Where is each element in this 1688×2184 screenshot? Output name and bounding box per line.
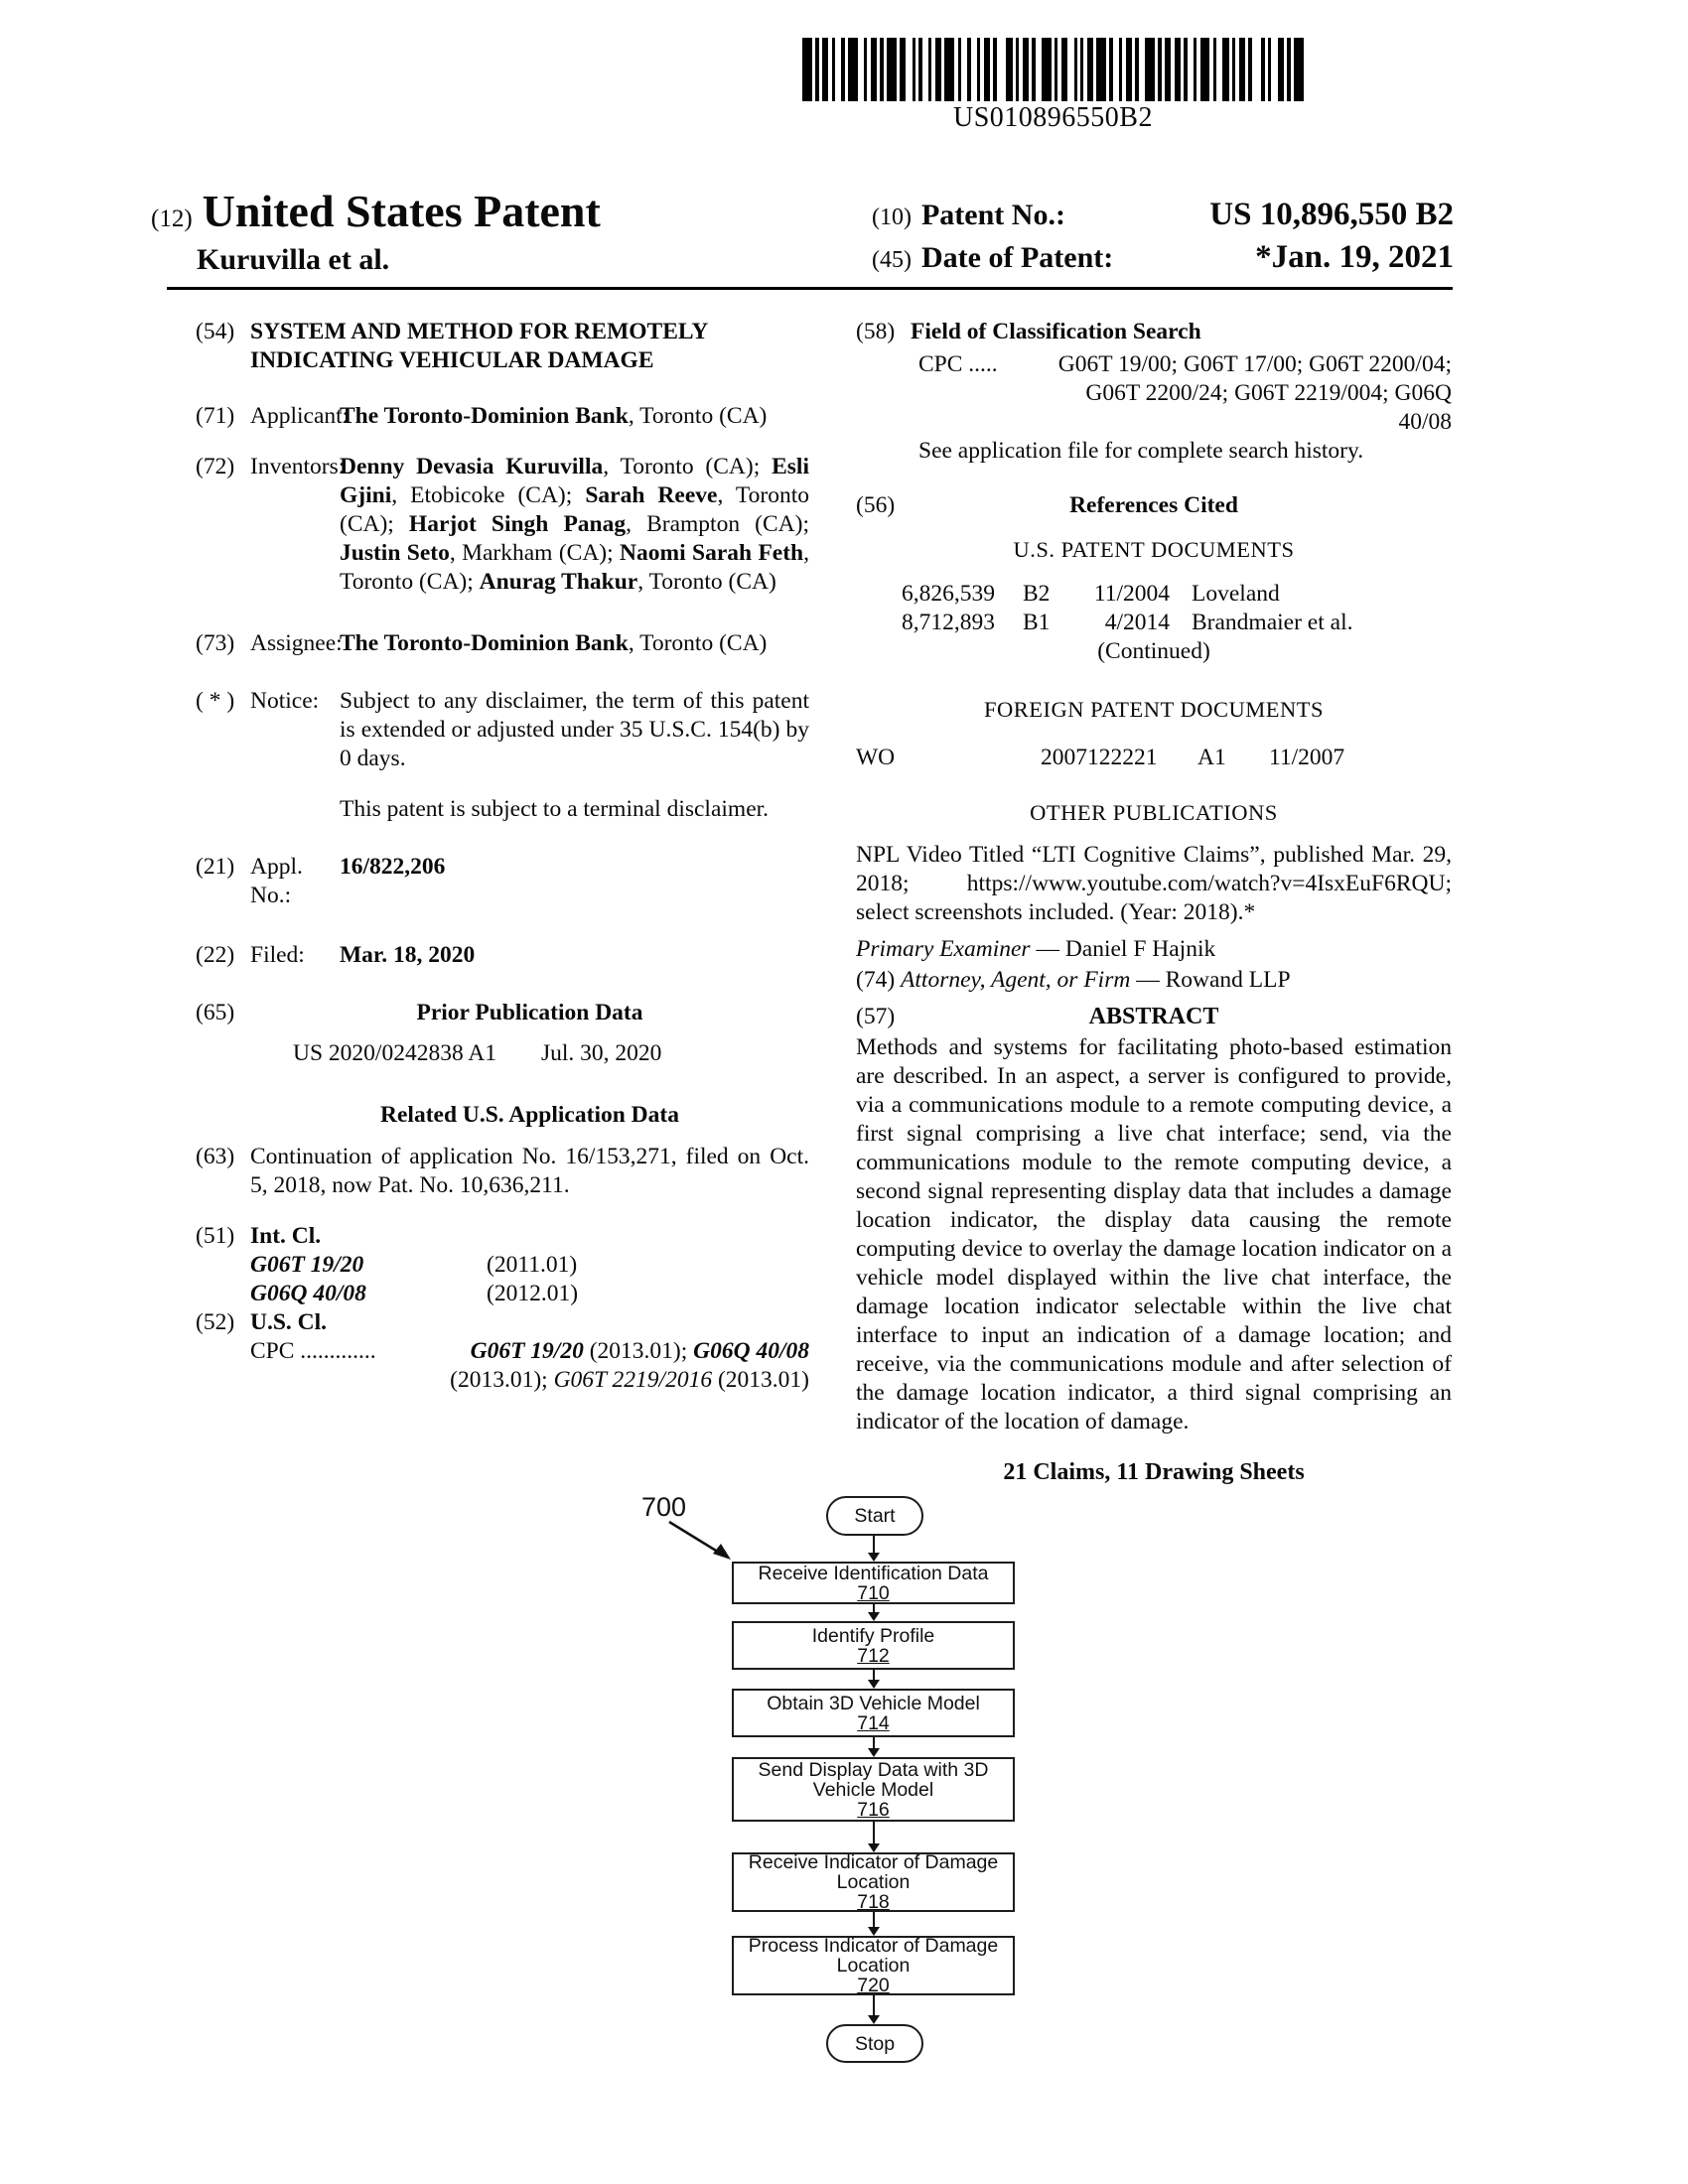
inventor-location: , Toronto (CA); xyxy=(340,540,810,595)
class-code: G06Q 40/08 xyxy=(250,1281,366,1306)
inventor-name: Justin Seto xyxy=(340,540,450,566)
int-cl-row xyxy=(196,1251,809,1280)
dot-leader: ............. xyxy=(300,1338,376,1364)
flow-arrow-icon xyxy=(867,1737,881,1757)
filed-label: Filed: xyxy=(250,942,305,968)
class-version: (2013.01); xyxy=(450,1367,554,1393)
barcode-number: US010896550B2 xyxy=(953,102,1153,133)
field-code: (63) xyxy=(196,1144,235,1169)
flow-node-number: 714 xyxy=(857,1711,890,1734)
dot-leader: ..... xyxy=(968,351,998,377)
section-72-inventors xyxy=(196,453,809,597)
flow-node-label: Stop xyxy=(854,2032,896,2055)
flow-node-number: 716 xyxy=(857,1798,890,1821)
assignee-name: The Toronto-Dominion Bank xyxy=(340,630,629,656)
field-code: ( * ) xyxy=(196,688,235,714)
inventors-list xyxy=(340,453,809,597)
flow-arrow-icon xyxy=(867,1536,881,1562)
us-cl-cpc-line1 xyxy=(196,1337,809,1366)
right-column xyxy=(856,318,1452,1487)
field-code: (21) xyxy=(196,854,235,880)
applicant-label: Applicant: xyxy=(250,403,350,429)
inventor-location: , Toronto (CA); xyxy=(340,482,809,537)
applicant-name: The Toronto-Dominion Bank xyxy=(340,403,629,429)
examiner-name: Daniel F Hajnik xyxy=(1064,936,1216,962)
search-cpc-line1 xyxy=(856,350,1452,379)
publication-number: US 2020/0242838 A1 xyxy=(293,1040,496,1066)
doc-name: Brandmaier et al. xyxy=(1192,610,1353,635)
related-data-heading: Related U.S. Application Data xyxy=(380,1102,679,1128)
doc-country: WO xyxy=(856,745,896,770)
class-version: (2013.01); xyxy=(583,1338,694,1364)
int-cl-label: Int. Cl. xyxy=(250,1223,322,1249)
flow-node-label: Process Indicator of Damage Location xyxy=(748,1935,999,1977)
flow-step-714 xyxy=(732,1689,1015,1737)
doc-name: Loveland xyxy=(1192,581,1280,607)
references-heading: References Cited xyxy=(1069,492,1238,518)
field-code: (58) xyxy=(856,319,896,344)
attorney-label: Attorney, Agent, or Firm xyxy=(901,967,1131,993)
field-code: (74) xyxy=(856,967,896,993)
flow-step-718 xyxy=(732,1852,1015,1912)
cpc-label: CPC xyxy=(250,1338,295,1364)
figure-ref-number: 700 xyxy=(641,1492,687,1522)
inventor-location: , Brampton (CA); xyxy=(626,511,809,537)
notice-paragraph: This patent is subject to a terminal disclaimer. xyxy=(340,796,770,822)
appl-no-label: Appl. No.: xyxy=(250,854,303,908)
applicant-value xyxy=(340,402,809,431)
int-cl-row xyxy=(196,1280,809,1308)
inventor-name: Esli Gjini xyxy=(340,454,809,508)
inventor-location: , Etobicoke (CA); xyxy=(391,482,586,508)
cpc-leader xyxy=(918,350,998,379)
flow-node-label: Receive Identification Data xyxy=(758,1562,989,1584)
section-63-continuation xyxy=(196,1143,809,1200)
attorney-name: Rowand LLP xyxy=(1165,967,1291,993)
doc-date: 11/2004 xyxy=(1093,581,1170,607)
section-57-abstract xyxy=(856,1003,1452,1031)
section-notice xyxy=(196,687,809,824)
flow-node-label: Send Display Data with 3D Vehicle Model xyxy=(758,1758,989,1801)
continuation-text: Continuation of application No. 16/153,271, filed on Oct. 5, 2018, now Pat. No. 10,636,211. xyxy=(250,1144,809,1198)
flow-node-label: Start xyxy=(854,1505,896,1527)
npl-citation: NPL Video Titled “LTI Cognitive Claims”, published Mar. 29, 2018; https://www.youtube.com/watch?v=4IsxEuF6RQU; select screenshots included. (Year: 2018).* xyxy=(856,842,1452,925)
section-56-references xyxy=(856,491,1452,520)
prior-pub-heading: Prior Publication Data xyxy=(416,1000,643,1025)
field-code: (72) xyxy=(196,454,235,479)
section-51-int-cl xyxy=(196,1222,809,1251)
section-21-appl-no xyxy=(196,853,809,910)
doc-date: 11/2007 xyxy=(1269,745,1345,770)
flow-node-number: 712 xyxy=(857,1644,890,1667)
prior-pub-row xyxy=(196,1039,809,1068)
figure-ref-arrow-icon xyxy=(665,1518,737,1568)
class-version: (2011.01) xyxy=(487,1252,578,1278)
flow-arrow-icon xyxy=(867,1995,881,2024)
attorney-line xyxy=(856,966,1452,995)
patent-no-value: US 10,896,550 B2 xyxy=(1209,197,1454,232)
field-code: (56) xyxy=(856,492,896,518)
other-publications-heading: OTHER PUBLICATIONS xyxy=(1030,800,1278,825)
patent-no-label: Patent No.: xyxy=(920,199,1065,231)
flow-stop-node xyxy=(826,2024,923,2063)
doc-kind: A1 xyxy=(1197,745,1226,770)
claims-summary: 21 Claims, 11 Drawing Sheets xyxy=(1003,1459,1305,1485)
us-cl-label: U.S. Cl. xyxy=(250,1309,328,1335)
us-cl-cpc-line2 xyxy=(196,1366,809,1395)
foreign-docs-heading: FOREIGN PATENT DOCUMENTS xyxy=(983,697,1325,722)
inventor-name: Naomi Sarah Feth xyxy=(620,540,804,566)
flow-step-720 xyxy=(732,1936,1015,1995)
section-52-us-cl xyxy=(196,1308,809,1337)
doc-kind: B2 xyxy=(1023,581,1051,607)
invention-title: SYSTEM AND METHOD FOR REMOTELY INDICATING VEHICULAR DAMAGE xyxy=(250,319,708,373)
inventor-name: Denny Devasia Kuruvilla xyxy=(340,454,604,479)
barcode-block xyxy=(802,38,1304,134)
doc-number: 8,712,893 xyxy=(902,610,995,635)
examiner-label: Primary Examiner xyxy=(856,936,1031,962)
us-patent-row xyxy=(856,580,1452,609)
publication-date: Jul. 30, 2020 xyxy=(541,1040,662,1066)
flow-arrow-icon xyxy=(867,1912,881,1936)
em-dash: — xyxy=(1030,936,1065,962)
flow-arrow-icon xyxy=(867,1822,881,1852)
search-history-note: See application file for complete search history. xyxy=(918,438,1364,464)
notice-paragraph: Subject to any disclaimer, the term of this patent is extended or adjusted under 35 U.S.C. 154(b) by 0 days. xyxy=(340,688,809,771)
notice-label: Notice: xyxy=(250,688,320,714)
inventor-name: Sarah Reeve xyxy=(585,482,718,508)
section-65-prior-pub xyxy=(196,999,809,1027)
field-code: (54) xyxy=(196,319,235,344)
assignee-label: Assignee: xyxy=(250,630,343,656)
cpc-leader xyxy=(250,1337,376,1366)
section-54-title xyxy=(196,318,809,375)
appl-no-value: 16/822,206 xyxy=(340,854,446,880)
flow-step-712 xyxy=(732,1621,1015,1670)
doc-kind: B1 xyxy=(1023,610,1051,635)
section-22-filed xyxy=(196,941,809,970)
inventors-label: Inventors: xyxy=(250,454,346,479)
doc-date: 4/2014 xyxy=(1104,610,1170,635)
class-version: (2013.01) xyxy=(712,1367,809,1393)
assignee-value xyxy=(340,629,809,658)
inventor-location: , Toronto (CA) xyxy=(637,569,776,595)
field-code: (73) xyxy=(196,630,235,656)
header-right xyxy=(872,197,1454,282)
field-code: (57) xyxy=(856,1004,896,1029)
flow-node-label: Obtain 3D Vehicle Model xyxy=(767,1692,980,1714)
us-docs-heading: U.S. PATENT DOCUMENTS xyxy=(1013,537,1295,562)
flow-node-label: Identify Profile xyxy=(811,1624,935,1647)
field-code: (22) xyxy=(196,942,235,968)
page-title: United States Patent xyxy=(202,186,601,236)
notice-value xyxy=(340,687,809,824)
kind-code-number: (12) xyxy=(151,205,193,232)
field-code: (65) xyxy=(196,1000,235,1025)
foreign-patent-row xyxy=(856,744,1452,772)
flow-arrow-icon xyxy=(867,1670,881,1689)
flow-step-710 xyxy=(732,1562,1015,1604)
em-dash: — xyxy=(1130,967,1166,993)
flow-node-number: 720 xyxy=(857,1975,890,1996)
flow-start-node xyxy=(826,1496,923,1536)
date-label: Date of Patent: xyxy=(920,241,1114,274)
primary-examiner-line xyxy=(856,935,1452,964)
class-code: G06T 19/20 xyxy=(250,1252,364,1278)
inventor-location: , Markham (CA); xyxy=(449,540,621,566)
left-column xyxy=(196,318,809,1395)
cpc-codes xyxy=(471,1337,809,1366)
inventor-short-name: Kuruvilla et al. xyxy=(197,243,390,276)
inventor-name: Harjot Singh Panag xyxy=(408,511,627,537)
class-code: G06Q 40/08 xyxy=(693,1338,809,1364)
abstract-heading: ABSTRACT xyxy=(1088,1004,1219,1029)
class-version: (2012.01) xyxy=(487,1281,579,1306)
date-field-code: (45) xyxy=(872,247,912,273)
patent-no-field-code: (10) xyxy=(872,205,912,230)
doc-number: 2007122221 xyxy=(1041,745,1158,770)
field-code: (51) xyxy=(196,1223,235,1249)
abstract-text: Methods and systems for facilitating photo-based estimation are described. In an aspect, a server is configured to provide, via a communications module to a remote computing device, a first signal comprising a live chat interface; send, via the communications module to the remote computing device, a second signal representing display data that includes a damage location indicator, the display data causing the remote computing device to overlay the damage location indicator on a vehicle model displayed within the live chat interface, the damage location indicator selectable within the live chat interface to input an indication of a damage location; and receive, via the communications module and after selection of the damage location indicator, a third signal comprising an indicator of the location of damage. xyxy=(856,1034,1452,1434)
section-71-applicant xyxy=(196,402,809,431)
doc-number: 6,826,539 xyxy=(902,581,995,607)
flow-node-label: Receive Indicator of Damage Location xyxy=(748,1851,999,1893)
inventor-location: , Toronto (CA); xyxy=(603,454,773,479)
section-73-assignee xyxy=(196,629,809,658)
assignee-location: , Toronto (CA) xyxy=(628,630,768,656)
applicant-location: , Toronto (CA) xyxy=(628,403,768,429)
date-value: *Jan. 19, 2021 xyxy=(1255,239,1454,275)
inventor-name: Anurag Thakur xyxy=(479,569,638,595)
class-code: G06T 19/20 xyxy=(470,1338,584,1364)
cpc-label: CPC xyxy=(918,351,963,377)
filed-value: Mar. 18, 2020 xyxy=(340,942,476,968)
barcode-icon xyxy=(802,38,1304,101)
cpc-codes: G06T 19/00; G06T 17/00; G06T 2200/04; xyxy=(1057,351,1452,377)
figure-flowchart xyxy=(596,1484,1053,2100)
us-patent-row xyxy=(856,609,1452,637)
field-search-label: Field of Classification Search xyxy=(911,319,1201,344)
flow-node-number: 718 xyxy=(857,1891,890,1913)
search-cpc-line2: G06T 2200/24; G06T 2219/004; G06Q xyxy=(1085,380,1452,406)
section-58-field-search xyxy=(856,318,1452,346)
search-cpc-line3: 40/08 xyxy=(1398,409,1452,435)
field-code: (71) xyxy=(196,403,235,429)
header-left xyxy=(151,185,601,277)
flow-node-number: 710 xyxy=(857,1581,890,1604)
header-divider xyxy=(167,287,1453,290)
field-code: (52) xyxy=(196,1309,235,1335)
continued-note: (Continued) xyxy=(1097,638,1210,664)
flow-arrow-icon xyxy=(867,1604,881,1621)
class-code: G06T 2219/2016 xyxy=(553,1367,713,1393)
flow-step-716 xyxy=(732,1757,1015,1822)
